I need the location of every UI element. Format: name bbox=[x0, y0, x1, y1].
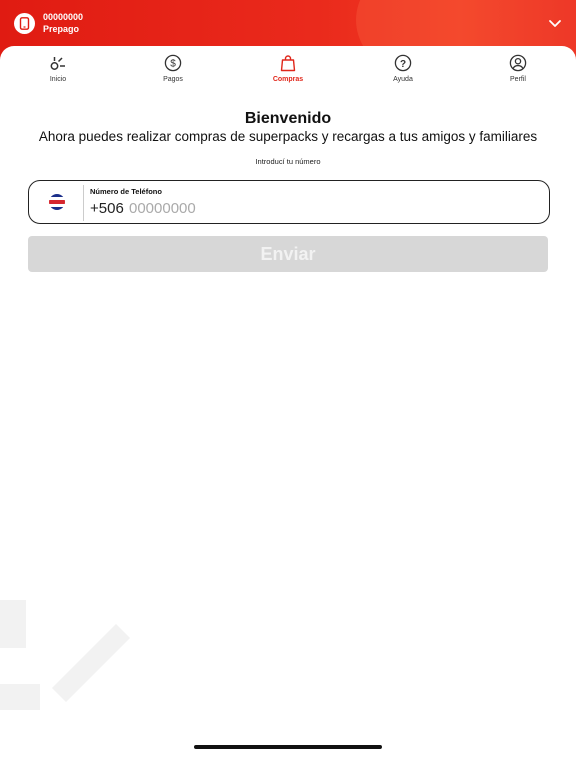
tab-ayuda[interactable] bbox=[363, 54, 443, 83]
svg-text:$: $ bbox=[170, 58, 176, 70]
tab-label: Ayuda bbox=[393, 76, 413, 83]
bag-icon bbox=[279, 54, 297, 72]
brand-watermark-icon bbox=[0, 600, 140, 710]
svg-text:?: ? bbox=[399, 58, 407, 70]
send-button[interactable]: Enviar bbox=[28, 236, 548, 272]
chevron-down-icon[interactable] bbox=[548, 19, 562, 29]
tab-label: Perfil bbox=[510, 76, 526, 83]
phone-icon bbox=[14, 13, 35, 34]
tab-label: Pagos bbox=[163, 76, 183, 83]
tab-inicio[interactable] bbox=[18, 54, 98, 83]
account-plan: Prepago bbox=[43, 24, 80, 34]
phone-hint: Introducí tu número bbox=[255, 157, 321, 166]
phone-divider bbox=[83, 185, 84, 221]
costa-rica-flag-icon[interactable] bbox=[49, 194, 65, 210]
page-title: Bienvenido bbox=[244, 110, 332, 127]
tab-bar bbox=[0, 46, 576, 96]
home-indicator bbox=[194, 745, 382, 749]
tab-pagos[interactable] bbox=[133, 54, 213, 83]
tab-perfil[interactable] bbox=[478, 54, 558, 83]
tab-compras[interactable] bbox=[248, 54, 328, 83]
tab-label: Inicio bbox=[49, 76, 67, 83]
country-code: +506 bbox=[90, 200, 124, 217]
page-subtitle: Ahora puedes realizar compras de superpacks y recargas a tus amigos y familiares bbox=[38, 129, 538, 144]
home-icon bbox=[49, 54, 67, 72]
tab-label: Compras bbox=[272, 76, 304, 83]
phone-label: Número de Teléfono bbox=[90, 187, 162, 196]
dollar-icon bbox=[164, 54, 182, 72]
user-icon bbox=[509, 54, 527, 72]
account-number: 00000000 bbox=[43, 12, 84, 22]
phone-input[interactable] bbox=[129, 198, 529, 218]
help-icon bbox=[394, 54, 412, 72]
phone-field[interactable] bbox=[28, 180, 550, 224]
